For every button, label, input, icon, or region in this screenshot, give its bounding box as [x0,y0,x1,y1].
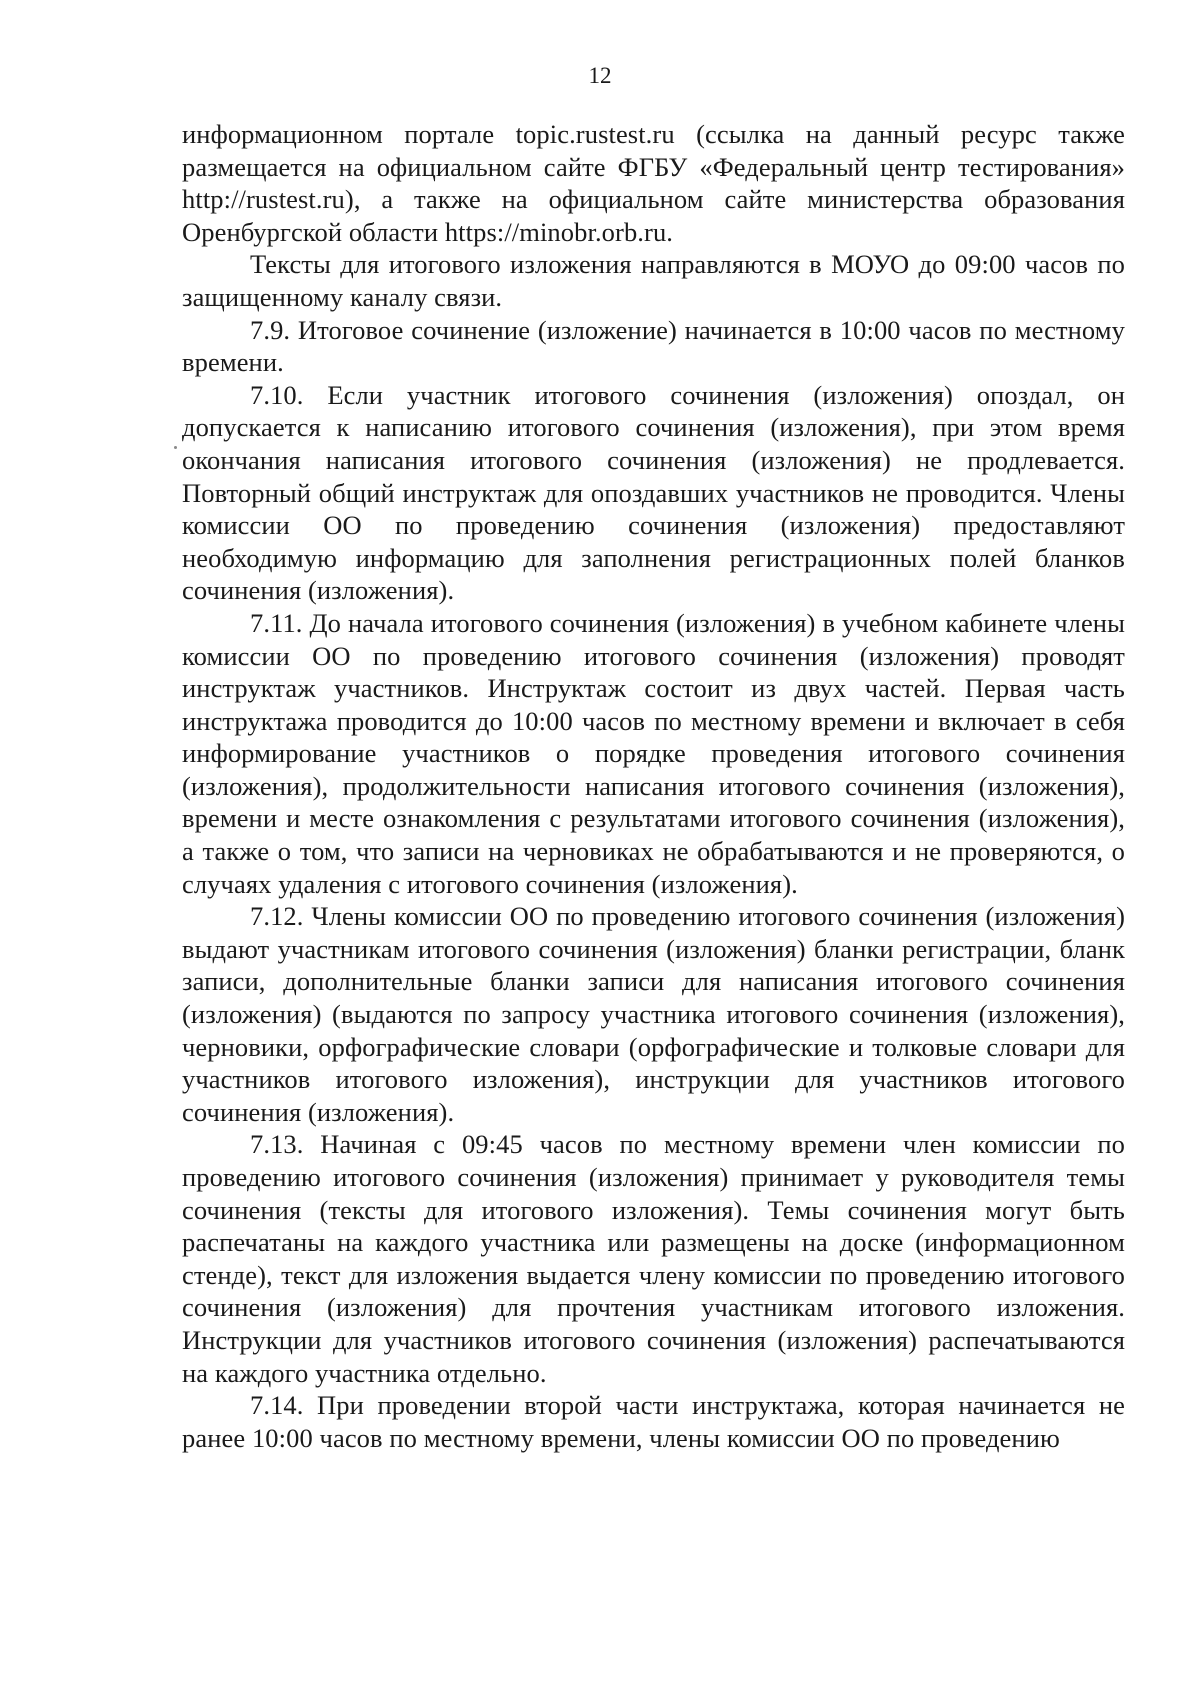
paragraph-texts-delivery: Тексты для итогового изложения направляются в МОУО до 09:00 часов по защищенному каналу связи. [182,249,1125,312]
paragraph-7-14: 7.14. При проведении второй части инструктажа, которая начинается не ранее 10:00 часов по местному времени, члены комиссии ОО по проведению [182,1390,1125,1453]
paragraph-7-11: 7.11. До начала итогового сочинения (изложения) в учебном кабинете члены комиссии ОО по проведению итогового сочинения (изложения) проводят инструктаж участников. Инструктаж состоит из двух частей. Первая часть инструктажа проводится до 10:00 часов по местному времени и включает в себя информирование участников о порядке проведения итогового сочинения (изложения), продолжительности написания итогового сочинения (изложения), времени и месте ознакомления с результатами итогового сочинения (изложения), а также о том, что записи на черновиках не обрабатываются и не проверяются, о случаях удаления с итогового сочинения (изложения). [182,607,1125,899]
paragraph-7-12: 7.12. Члены комиссии ОО по проведению итогового сочинения (изложения) выдают участникам итогового сочинения (изложения) бланки регистрации, бланк записи, дополнительные бланки записи для написания итогового сочинения (изложения) (выдаются по запросу участника итогового сочинения (изложения), черновики, орфографические словари (орфографические и толковые словари для участников итогового изложения), инструкции для участников итогового сочинения (изложения). [182,901,1125,1127]
paragraph-portal-info: информационном портале topic.rustest.ru (ссылка на данный ресурс также размещается на официальном сайте ФГБУ «Федеральный центр тестирования» http://rustest.ru), а также на официальном сайте министерства образования Оренбургской области https://minobr.orb.ru. [182,119,1125,247]
paragraph-7-9: 7.9. Итоговое сочинение (изложение) начинается в 10:00 часов по местному времени. [182,314,1125,378]
paragraph-7-10: 7.10. Если участник итогового сочинения (изложения) опоздал, он допускается к написанию итогового сочинения (изложения), при этом время окончания написания итогового сочинения (изложения) не продлевается. Повторный общий инструктаж для опоздавших участников не проводится. Члены комиссии ОО по проведению сочинения (изложения) предоставляют необходимую информацию для заполнения регистрационных полей бланков сочинения (изложения). [182,379,1125,606]
document-body [182,118,1125,1454]
scan-artifact-dot [174,446,177,449]
page-number: 12 [588,63,612,88]
paragraph-7-13: 7.13. Начиная с 09:45 часов по местному времени член комиссии по проведению итогового сочинения (изложения) принимает у руководителя темы сочинения (тексты для итогового изложения). Темы сочинения могут быть распечатаны на каждого участника или размещены на доске (информационном стенде), текст для изложения выдается члену комиссии по проведению итогового сочинения (изложения) для прочтения участникам итогового изложения. Инструкции для участников итогового сочинения (изложения) распечатываются на каждого участника отдельно. [182,1129,1125,1388]
